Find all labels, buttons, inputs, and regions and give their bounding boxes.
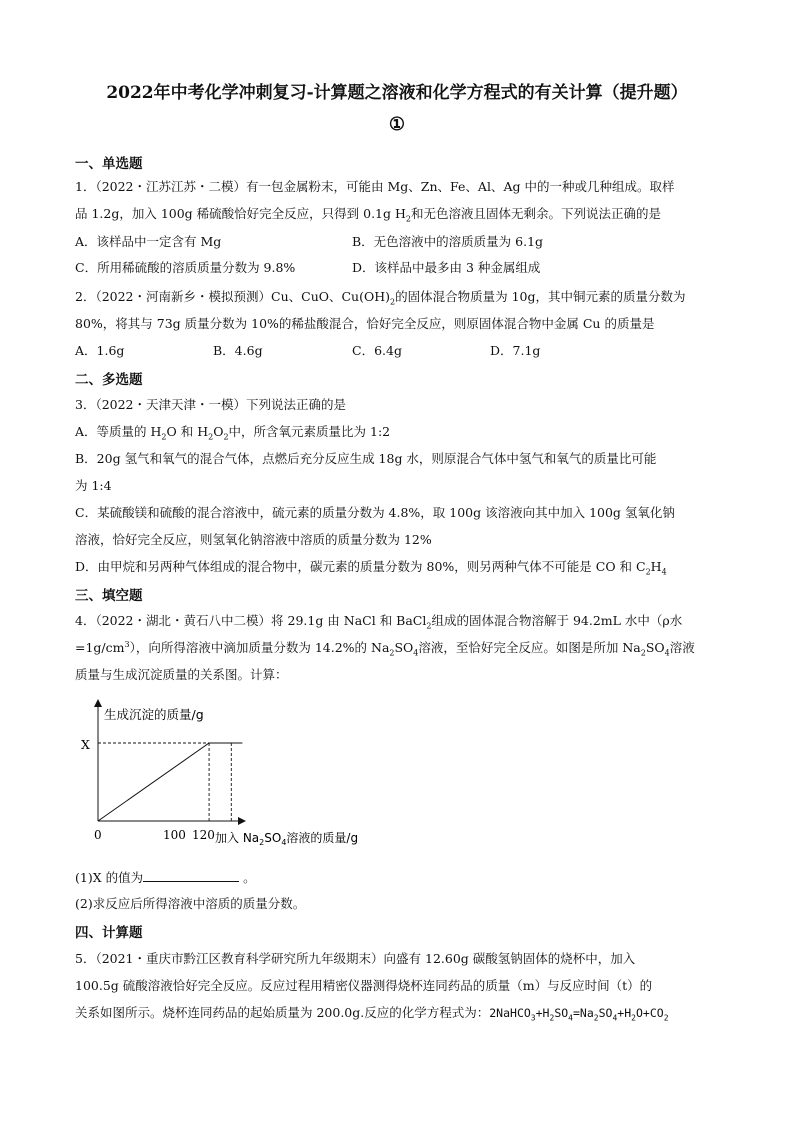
q1-option-b: B．无色溶液中的溶质质量为 6.1g	[352, 234, 544, 249]
y-axis-label: 生成沉淀的质量/g	[104, 707, 204, 722]
q5-stem-line3: 关系如图所示。烧杯连同药品的起始质量为 200.0g.反应的化学方程式为：$2NaHCO_3+H_2SO_4=Na_2SO_4+H_2O+CO_2$	[75, 1005, 669, 1023]
q3-option-b-line1: B．20g 氢气和氧气的混合气体，点燃后充分反应生成 18g 水，则原混合气体中氢气和氧气的质量比可能	[75, 451, 657, 466]
q3-option-a: A．等质量的 $H_2O$ 和 $H_2O_2$中，所含氧元素质量比为 1:2	[75, 424, 391, 442]
q2-stem-line2: 80%，将其与 73g 质量分数为 10%的稀盐酸混合，恰好完全反应，则原固体混合物中金属 Cu 的质量是	[75, 316, 655, 331]
q5-stem-line1: 5．（2021・重庆市黔江区教育科学研究所九年级期末）向盛有 12.60g 碳酸氢钠固体的烧杯中，加入	[75, 951, 636, 966]
q5-stem-line2: 100.5g 硫酸溶液恰好完全反应。反应过程用精密仪器测得烧杯连同药品的质量（m）与反应时间（t）的	[75, 978, 653, 993]
q4-sub2: (2)求反应后所得溶液中溶质的质量分数。	[75, 896, 306, 911]
section-heading-calculation: 四、计算题	[75, 925, 143, 941]
q1-option-c: C．所用稀硫酸的溶质质量分数为 9.8%	[75, 260, 296, 275]
section-heading-single-choice: 一、单选题	[75, 156, 143, 172]
q1-option-d: D．该样品中最多由 3 种金属组成	[352, 260, 541, 275]
q4-stem-line3: 质量与生成沉淀质量的关系图。计算：	[75, 667, 288, 682]
precipitate-mass-chart	[81, 697, 404, 855]
tick-label-120: 120	[192, 828, 215, 842]
q1-stem-line2: 品 1.2g，加入 100g 稀硫酸恰好完全反应，只得到 0.1g $H_2$和无色溶液且固体无剩余。下列说法正确的是	[75, 206, 662, 224]
q3-option-c-line2: 溶液，恰好完全反应，则氢氧化钠溶液中溶质的质量分数为 12%	[75, 532, 432, 547]
q3-option-d: D．由甲烷和另两种气体组成的混合物中，碳元素的质量分数为 80%，则另两种气体不可能是 CO 和 $C_2H_4$	[75, 559, 667, 577]
x-axis-label: 加入 $Na_2SO_4$溶液的质量/g	[215, 831, 359, 847]
q1-option-a: A．该样品中一定含有 Mg	[75, 234, 222, 249]
q3-option-b-line2: 为 1:4	[75, 478, 112, 493]
q2-option-b: B．4.6g	[213, 343, 263, 358]
q3-option-c-line1: C．某硫酸镁和硫酸的混合溶液中，硫元素的质量分数为 4.8%，取 100g 该溶液向其中加入 100g 氢氧化钠	[75, 505, 675, 520]
answer-blank[interactable]	[143, 870, 239, 882]
q2-stem-line1: 2．（2022・河南新乡・模拟预测）Cu、CuO、$Cu(OH)_2$的固体混合物质量为 10g，其中铜元素的质量分数为	[75, 289, 686, 307]
plateau-value-label: X	[81, 737, 90, 752]
q4-sub1: (1)X 的值为 。	[75, 870, 256, 885]
series-line	[98, 743, 242, 821]
q2-option-d: D．7.1g	[490, 343, 541, 358]
section-heading-multiple-choice: 二、多选题	[75, 372, 143, 388]
q3-stem: 3．（2022・天津天津・一模）下列说法正确的是	[75, 397, 347, 412]
section-heading-fill-blank: 三、填空题	[75, 588, 143, 604]
q2-option-a: A．1.6g	[75, 343, 125, 358]
q1-stem-line1: 1．（2022・江苏江苏・二模）有一包金属粉末，可能由 Mg、Zn、Fe、Al、Ag 中的一种或几种组成。取样	[75, 179, 675, 194]
tick-label-100: 100	[163, 828, 186, 842]
document-title-number: ①	[388, 114, 406, 135]
q4-stem-line2: $=1g/cm^3$），向所得溶液中滴加质量分数为 14.2%的 $Na_2SO_4$溶液，至恰好完全反应。如图是所加 $Na_2SO_4$溶液	[75, 639, 695, 658]
document-title: 2022年中考化学冲刺复习-计算题之溶液和化学方程式的有关计算（提升题）	[106, 83, 688, 103]
origin-label: 0	[94, 828, 102, 842]
q2-option-c: C．6.4g	[352, 343, 402, 358]
q4-stem-line1: 4．（2022・湖北・黄石八中二模）将 29.1g 由 NaCl 和 BaCl$_2$组成的固体混合物溶解于 94.2mL 水中（ρ水	[75, 613, 683, 631]
